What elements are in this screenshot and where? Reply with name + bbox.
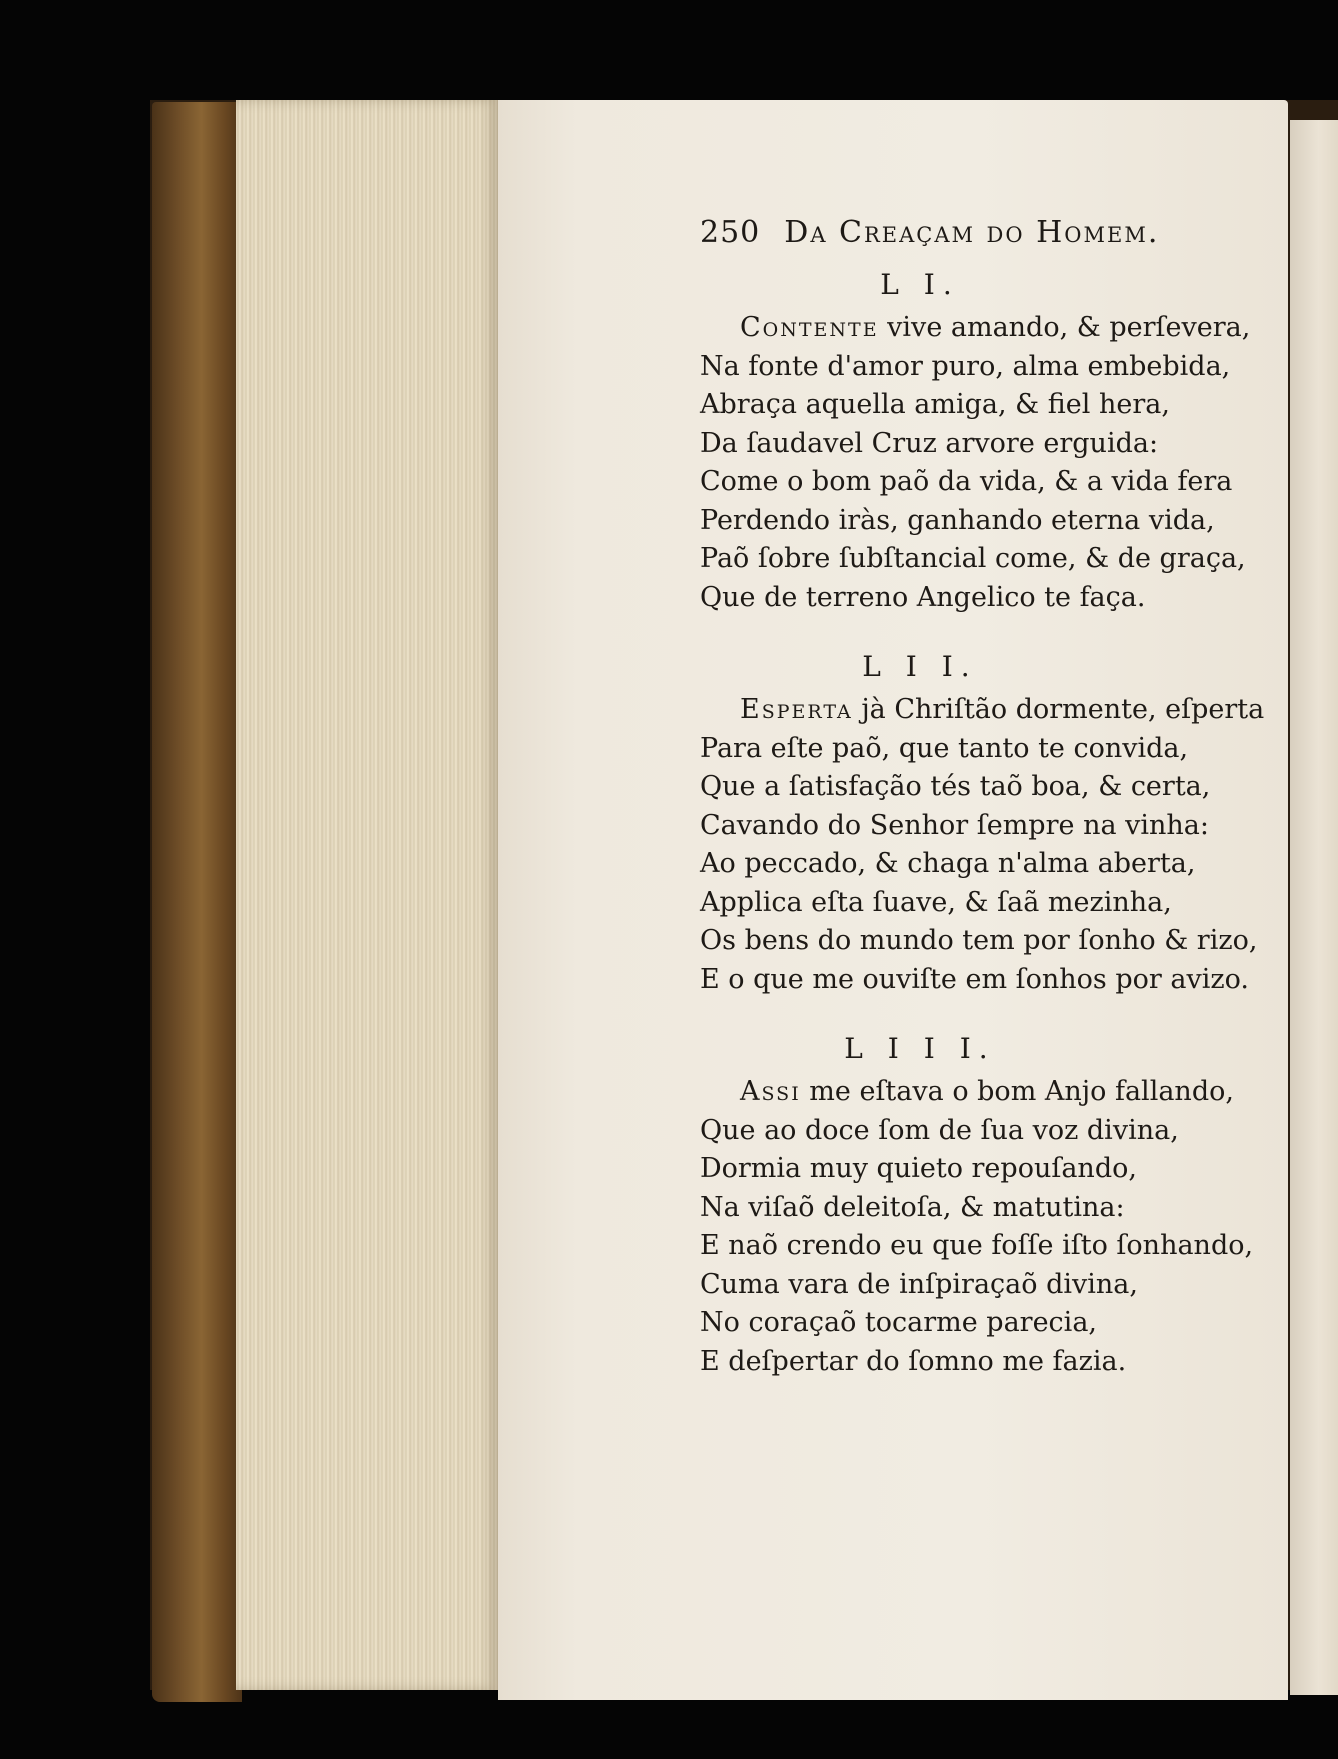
stanza [700,309,1260,617]
page-block-edges [236,100,498,1690]
verse-line [700,1073,1260,1112]
stanza-number: L I I. [862,650,978,683]
verse-line: Applica eſta ſuave, & ſaã mezinha, [700,886,1172,918]
verse-line: Abraça aquella amiga, & fiel hera, [700,389,1170,420]
verse-line: Come o bom paõ da vida, & a vida fera [700,466,1233,497]
stanza [700,1073,1260,1381]
verse-line [700,309,1260,348]
verse-line: Paõ ſobre ſubſtancial come, & de graça, [700,543,1246,574]
running-head: Da Creaçam do Homem. [784,215,1160,250]
stanza-number: L I I I. [844,1032,996,1065]
verse-line: Na viſaõ deleitoſa, & matutina: [700,1191,1125,1223]
leather-binding [152,102,242,1702]
verse-line-text: me eſtava o bom Anjo fallando, [809,1076,1234,1107]
verse-line: Dormia muy quieto repouſando, [700,1153,1137,1184]
verse-line: E o que me ouviſte em ſonhos por avizo. [700,963,1249,995]
verse-line: Cavando do Senhor ſempre na vinha: [700,809,1209,841]
verse-line: Ao peccado, & chaga n'alma aberta, [700,848,1196,879]
verse-line-text: jà Chriſtão dormente, eſperta [861,694,1265,725]
verse-line: Perdendo iràs, ganhando eterna vida, [700,504,1215,536]
verse-line: Na fonte d'amor puro, alma embebida, [700,350,1231,382]
verse-line [700,691,1265,730]
page-number: 250 [700,215,761,250]
stanza [700,691,1265,999]
verse-line: Que ao doce ſom de ſua voz divina, [700,1114,1179,1146]
verse-line: No coraçaõ tocarme parecia, [700,1307,1097,1338]
facing-page-edge [1290,120,1338,1695]
page-content [700,215,1265,1407]
verse-line-text: vive amando, & perſevera, [887,312,1251,343]
verse-line: Que a ſatisfação tés taõ boa, & certa, [700,771,1211,802]
verse-line: Para eſte paõ, que tanto te convida, [700,732,1189,764]
stanza-first-word: Esperta [740,694,853,725]
verse-line: Os bens do mundo tem por ſonho & rizo, [700,925,1258,956]
verse-line: E deſpertar do ſomno me fazia. [700,1345,1127,1377]
verse-line: Da ſaudavel Cruz arvore erguida: [700,427,1159,459]
verse-line: E naõ crendo eu que foſſe iſto ſonhando, [700,1230,1254,1261]
verse-line: Que de terreno Angelico te faça. [700,581,1146,613]
stanza-first-word: Contente [740,312,879,343]
stanza-first-word: Assi [740,1076,801,1107]
verse-line: Cuma vara de inſpiraçaõ divina, [700,1268,1138,1300]
page-header [700,215,1260,261]
stanza-number: L I. [880,268,960,301]
